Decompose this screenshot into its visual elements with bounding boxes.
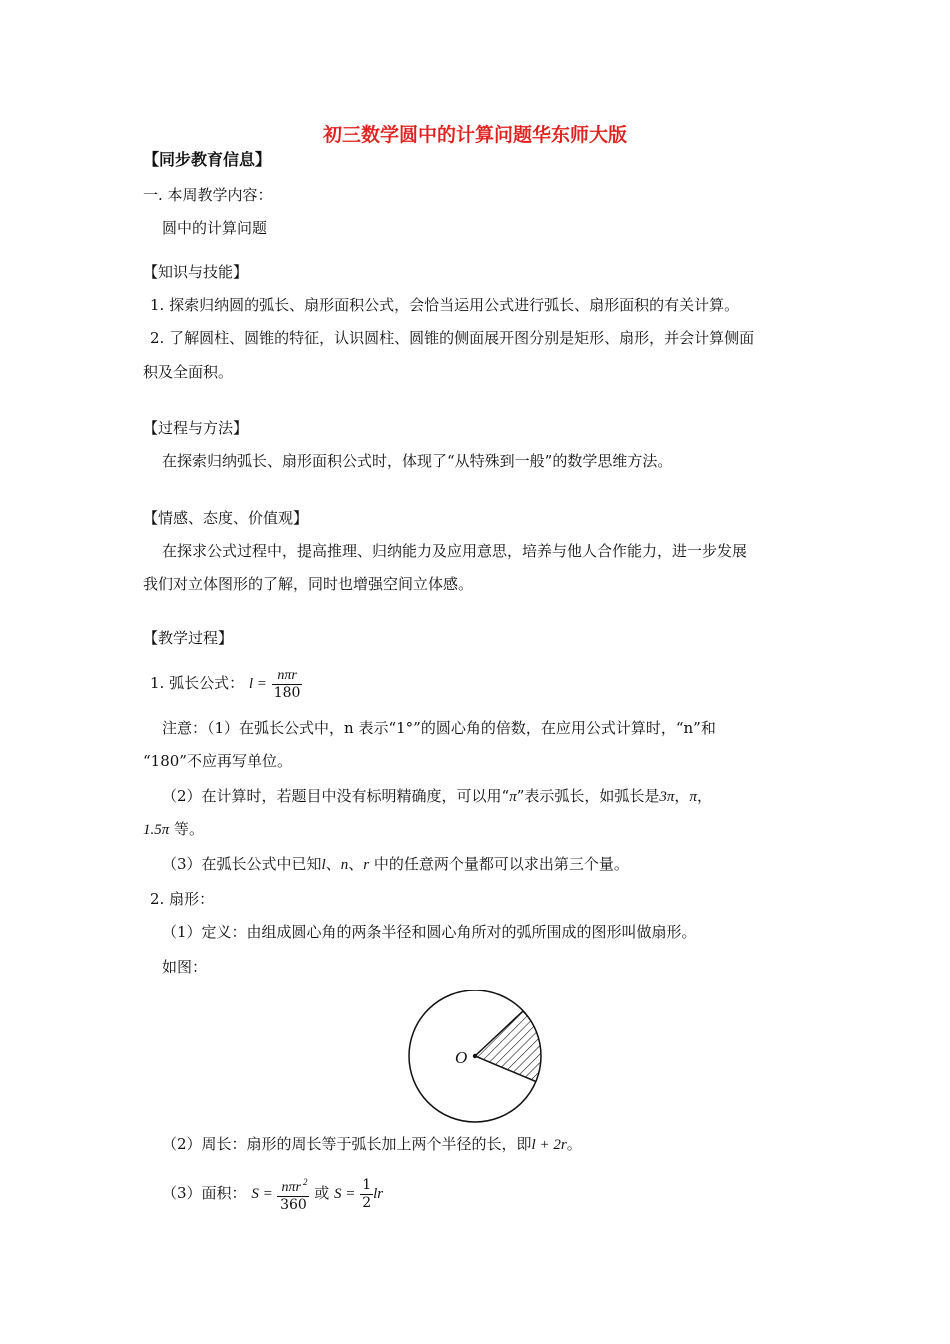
note-2-sep-1: ，	[674, 787, 690, 805]
arc-formula-fraction	[272, 667, 303, 702]
note-3	[162, 854, 629, 875]
sector-definition: （1）定义：由组成圆心角的两条半径和圆心角所对的弧所围成的图形叫做扇形。	[162, 923, 697, 941]
emotion-heading: 【情感、态度、价值观】	[143, 509, 309, 527]
teaching-heading: 【教学过程】	[143, 629, 234, 647]
emotion-text-cont: 我们对立体图形的了解，同时也增强空间立体感。	[143, 575, 474, 593]
arc-formula-label: 1. 弧长公式：	[150, 674, 245, 692]
arc-formula-denominator: 180	[273, 684, 301, 701]
note-1: 注意：（1）在弧长公式中，n 表示“1°”的圆心角的倍数，在应用公式计算时，“n”和	[162, 719, 716, 737]
note-2-cont	[143, 819, 204, 840]
knowledge-heading: 【知识与技能】	[143, 263, 249, 281]
sector-heading: 2. 扇形：	[150, 890, 215, 908]
sector-perimeter	[162, 1134, 582, 1155]
area-or: 或	[314, 1184, 330, 1202]
note-2-text-c: 等。	[169, 820, 205, 838]
knowledge-item-2: 2. 了解圆柱、圆锥的特征，认识圆柱、圆锥的侧面展开图分别是矩形、扇形，并会计算侧面	[150, 329, 755, 347]
note-3-var-r: r	[363, 857, 370, 873]
note-1-cont: “180”不应再写单位。	[143, 752, 292, 770]
as-figure-label: 如图：	[162, 958, 208, 976]
note-2-pi: π	[509, 789, 517, 805]
document-title: 初三数学圆中的计算问题华东师大版	[322, 124, 627, 146]
note-2-example-2: π	[689, 789, 697, 805]
area-numerator-base: nπr	[281, 1179, 301, 1195]
week-content-text: 圆中的计算问题	[162, 219, 268, 237]
section-heading-sync: 【同步教育信息】	[143, 150, 272, 169]
note-2-example-1: 3π	[659, 789, 675, 805]
note-2-example-3: 1.5π	[143, 822, 170, 838]
knowledge-item-1: 1. 探索归纳圆的弧长、扇形面积公式，会恰当运用公式进行弧长、扇形面积的有关计算。	[150, 296, 740, 314]
knowledge-item-2-cont: 积及全面积。	[143, 363, 234, 381]
sector-figure	[400, 990, 552, 1125]
arc-formula-lhs: l =	[248, 676, 267, 692]
week-content-label: 一. 本周教学内容：	[143, 186, 273, 204]
note-3-text-a: （3）在弧长公式中已知	[162, 855, 322, 873]
area-tail: lr	[373, 1186, 384, 1202]
note-2	[162, 786, 712, 807]
note-3-text-b: 中的任意两个量都可以求出第三个量。	[369, 855, 629, 873]
note-3-var-l: l	[321, 857, 326, 873]
area-fraction-1	[277, 1174, 309, 1214]
note-2-text-a: （2）在计算时，若题目中没有标明精确度，可以用“	[162, 787, 510, 805]
sector-area	[162, 1174, 383, 1214]
area-fraction-half	[360, 1177, 373, 1212]
note-3-var-n: n	[340, 857, 349, 873]
process-text: 在探索归纳弧长、扇形面积公式时，体现了“从特殊到一般”的数学思维方法。	[162, 452, 673, 470]
area-lhs: S =	[251, 1186, 273, 1202]
process-heading: 【过程与方法】	[143, 419, 249, 437]
note-3-sep-1: 、	[325, 855, 341, 873]
center-point	[473, 1054, 477, 1058]
area-numerator-power: 2	[302, 1177, 308, 1188]
half-numerator: 1	[362, 1176, 372, 1193]
arc-formula-line	[150, 665, 302, 702]
note-2-sep-2: ，	[696, 787, 712, 805]
perimeter-text-a: （2）周长：扇形的周长等于弧长加上两个半径的长，即	[162, 1135, 532, 1153]
note-2-text-b: ”表示弧长，如弧长是	[516, 787, 660, 805]
arc-formula-numerator: nπr	[272, 667, 303, 685]
area-denominator: 360	[280, 1196, 307, 1213]
perimeter-text-b: 。	[566, 1135, 582, 1153]
perimeter-formula: l + 2r	[531, 1137, 567, 1153]
area-numerator	[277, 1174, 309, 1197]
area-label: （3）面积：	[162, 1184, 247, 1202]
half-denominator: 2	[362, 1194, 372, 1211]
emotion-text: 在探求公式过程中，提高推理、归纳能力及应用意思，培养与他人合作能力，进一步发展	[162, 542, 748, 560]
area-lhs-2: S =	[334, 1186, 356, 1202]
center-label-o: O	[455, 1048, 468, 1067]
note-3-sep-2: 、	[348, 855, 364, 873]
